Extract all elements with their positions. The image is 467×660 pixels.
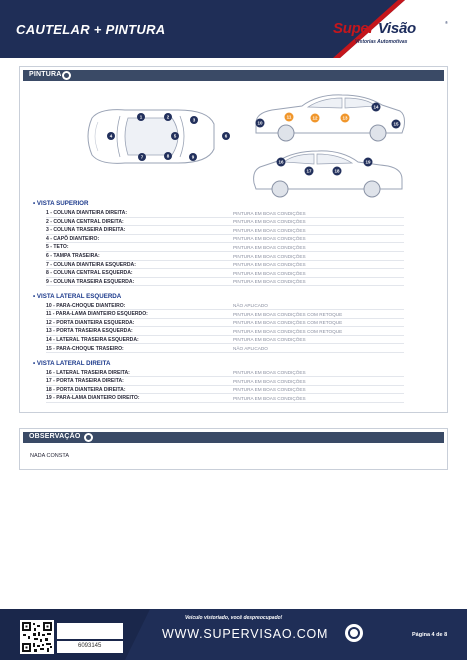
supervisao-logo xyxy=(333,20,453,50)
certification-seal-icon xyxy=(345,624,363,642)
magnifier-icon xyxy=(84,433,93,442)
footer-website[interactable]: WWW.SUPERVISAO.COM xyxy=(162,627,329,641)
page-header xyxy=(0,0,467,58)
observacao-section-bar xyxy=(23,432,444,443)
marker-11 xyxy=(285,113,294,122)
group-vista-superior-title: • VISTA SUPERIOR xyxy=(33,200,89,207)
marker-19 xyxy=(364,158,373,167)
marker-14 xyxy=(372,103,381,112)
table-row: 10 - PARA-CHOQUE DIANTEIRO: NÃO APLICADO xyxy=(46,302,404,311)
svg-text:9: 9 xyxy=(191,154,195,160)
marker-3 xyxy=(190,116,198,124)
svg-text:6: 6 xyxy=(224,133,228,139)
observacao-title: OBSERVAÇÃO xyxy=(29,433,81,440)
svg-text:19: 19 xyxy=(365,159,371,165)
svg-text:17: 17 xyxy=(306,168,312,174)
table-row: 16 - LATERAL TRASEIRA DIREITA: PINTURA EM BOAS CONDIÇÕES xyxy=(46,369,404,378)
pintura-section-bar xyxy=(23,70,444,81)
marker-1 xyxy=(137,113,145,121)
pintura-section xyxy=(19,66,448,413)
table-row: 9 - COLUNA TRASEIRA ESQUERDA: PINTURA EM BOAS CONDIÇÕES xyxy=(46,278,404,287)
table-row: 5 - TETO: PINTURA EM BOAS CONDIÇÕES xyxy=(46,243,404,252)
table-row: 7 - COLUNA DIANTEIRA ESQUERDA: PINTURA EM BOAS CONDIÇÕES xyxy=(46,261,404,270)
table-row: 11 - PARA-LAMA DIANTEIRO ESQUERDO: PINTURA EM BOAS CONDIÇÕES COM RETOQUE xyxy=(46,310,404,319)
svg-text:14: 14 xyxy=(373,104,379,110)
svg-text:11: 11 xyxy=(286,114,292,120)
table-row: 3 - COLUNA TRASEIRA DIREITA: PINTURA EM BOAS CONDIÇÕES xyxy=(46,226,404,235)
pintura-title: PINTURA xyxy=(29,71,62,78)
table-row: 15 - PARA-CHOQUE TRASEIRO: NÃO APLICADO xyxy=(46,345,404,354)
table-row: 4 - CAPÔ DIANTEIRO: PINTURA EM BOAS CONDIÇÕES xyxy=(46,235,404,244)
logo-tagline: Vistorias Automotivas xyxy=(355,39,408,45)
group-vista-lateral-direita-title: • VISTA LATERAL DIREITA xyxy=(33,360,111,367)
svg-text:12: 12 xyxy=(312,115,318,121)
svg-text:18: 18 xyxy=(334,168,340,174)
document-code: 6093145 xyxy=(78,643,102,649)
marker-7 xyxy=(138,153,146,161)
table-row: 19 - PARA-LAMA DIANTEIRO DIREITO: PINTURA EM BOAS CONDIÇÕES xyxy=(46,394,404,403)
group-vista-lateral-esquerda-title: • VISTA LATERAL ESQUERDA xyxy=(33,293,122,300)
table-row: 1 - COLUNA DIANTEIRA DIREITA: PINTURA EM BOAS CONDIÇÕES xyxy=(46,209,404,218)
observacao-text: NADA CONSTA xyxy=(30,453,70,459)
svg-text:3: 3 xyxy=(192,117,196,123)
registered-mark: ® xyxy=(445,20,448,25)
table-row: 8 - COLUNA CENTRAL ESQUERDA: PINTURA EM BOAS CONDIÇÕES xyxy=(46,269,404,278)
svg-text:16: 16 xyxy=(278,159,284,165)
marker-9 xyxy=(189,153,197,161)
svg-text:8: 8 xyxy=(166,153,170,159)
table-row: 2 - COLUNA CENTRAL DIREITA: PINTURA EM BOAS CONDIÇÕES xyxy=(46,218,404,227)
page-footer xyxy=(0,609,467,660)
table-row: 14 - LATERAL TRASEIRA ESQUERDA: PINTURA EM BOAS CONDIÇÕES xyxy=(46,336,404,345)
marker-2 xyxy=(164,113,172,121)
marker-15 xyxy=(392,120,401,129)
page-number: Página 4 de 8 xyxy=(412,632,448,638)
svg-text:13: 13 xyxy=(342,115,348,121)
table-row: 6 - TAMPA TRASEIRA: PINTURA EM BOAS CONDIÇÕES xyxy=(46,252,404,261)
marker-4 xyxy=(107,132,115,140)
marker-17 xyxy=(305,167,314,176)
svg-text:5: 5 xyxy=(173,133,177,139)
footer-slogan: Veículo vistoriado, você despreocupado! xyxy=(185,615,283,621)
svg-text:7: 7 xyxy=(140,154,144,160)
car-top-view xyxy=(80,104,228,169)
car-left-side-view xyxy=(250,89,410,144)
svg-text:10: 10 xyxy=(257,120,263,126)
magnifier-icon xyxy=(62,71,71,80)
table-row: 17 - PORTA TRASEIRA DIREITA: PINTURA EM BOAS CONDIÇÕES xyxy=(46,377,404,386)
marker-5 xyxy=(171,132,179,140)
svg-text:1: 1 xyxy=(139,114,143,120)
marker-6 xyxy=(222,132,230,140)
marker-12 xyxy=(311,114,320,123)
table-row: 18 - PORTA DIANTEIRA DIREITA: PINTURA EM BOAS CONDIÇÕES xyxy=(46,386,404,395)
code-field-blank xyxy=(57,623,123,639)
marker-16 xyxy=(277,158,286,167)
code-field xyxy=(57,641,123,653)
table-row: 12 - PORTA DIANTEIRA ESQUERDA: PINTURA EM BOAS CONDIÇÕES COM RETOQUE xyxy=(46,319,404,328)
svg-text:15: 15 xyxy=(393,121,399,127)
car-right-side-view xyxy=(248,145,408,200)
marker-18 xyxy=(333,167,342,176)
logo-wordmark: Super Visão xyxy=(333,20,416,37)
table-row: 13 - PORTA TRASEIRA ESQUERDA: PINTURA EM BOAS CONDIÇÕES COM RETOQUE xyxy=(46,327,404,336)
marker-10 xyxy=(256,119,265,128)
observacao-section xyxy=(19,428,448,470)
marker-13 xyxy=(341,114,350,123)
qr-code xyxy=(20,620,54,654)
marker-8 xyxy=(164,152,172,160)
svg-text:2: 2 xyxy=(166,114,170,120)
svg-text:4: 4 xyxy=(109,133,113,139)
page-title: CAUTELAR + PINTURA xyxy=(16,22,166,37)
